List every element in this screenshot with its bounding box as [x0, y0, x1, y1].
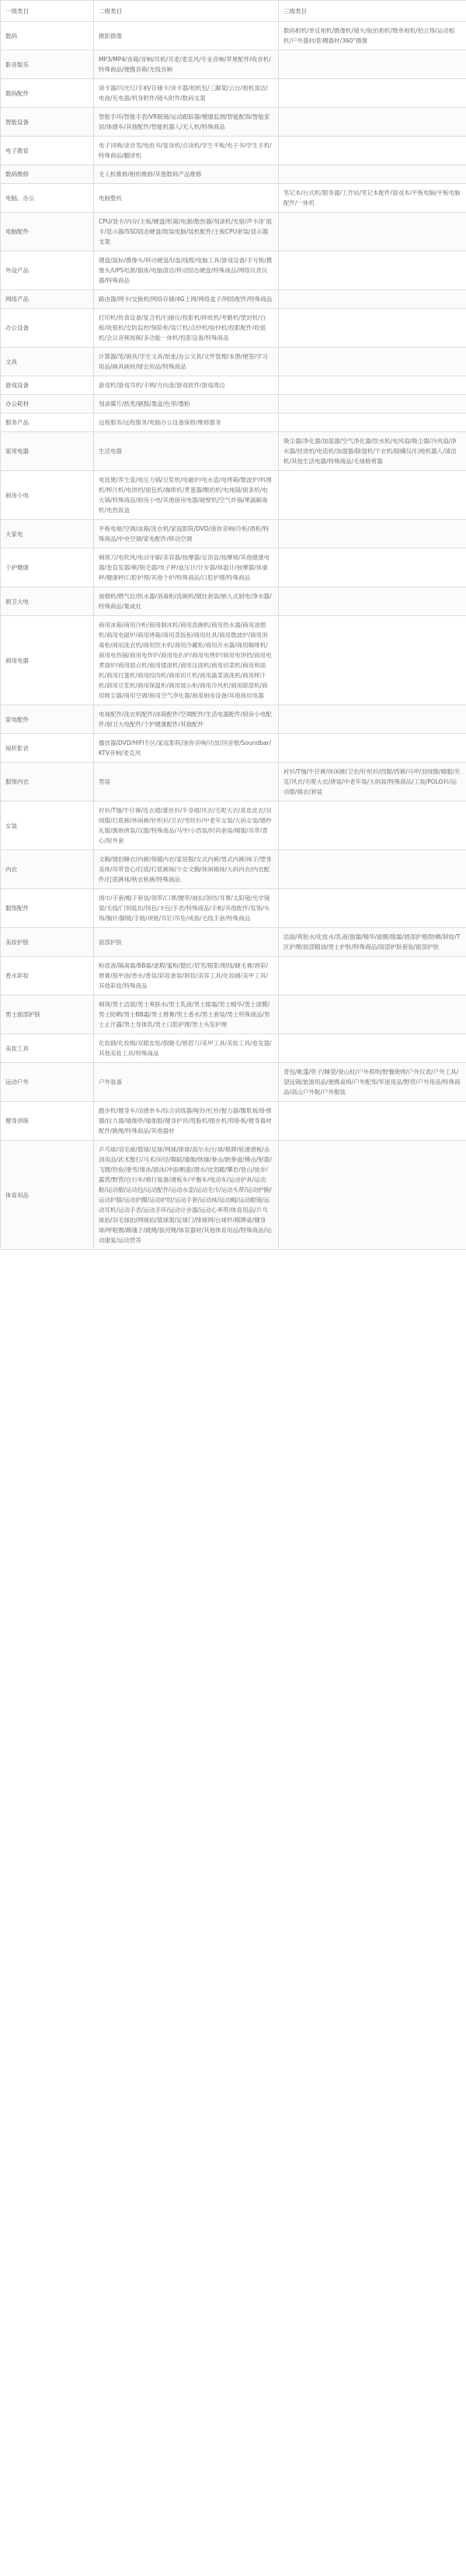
table-row: [1, 587, 466, 616]
table-row: [1, 734, 466, 763]
cell-level3: [279, 376, 466, 395]
cell-level1: 电脑、办公: [1, 184, 94, 213]
cell-level1: 服饰内衣: [1, 763, 94, 802]
cell-level2: 游戏机/游戏耳机/手柄/方向盘/游戏软件/游戏周边: [94, 376, 279, 395]
cell-level2: 电视配件/洗衣机配件/冰箱配件/空调配件/生活电器配件/厨房小电配件/厨卫大电配件/个护健康配件/其他配件: [94, 705, 279, 734]
category-table: [0, 0, 466, 1250]
table-row: [1, 184, 466, 213]
cell-level3: [279, 395, 466, 414]
cell-level1: 智能设备: [1, 108, 94, 137]
cell-level1: 网络产品: [1, 290, 94, 309]
cell-level1: 数码: [1, 22, 94, 50]
cell-level2: 生活电器: [94, 432, 279, 471]
cell-level2: 跑步机/健身车/动感单车/综合训练器/哑铃/杠铃/握力器/腹肌板/卧推器/拉力器/瑜伽垫/瑜伽服/健身护具/甩脂机/踏步机/仰卧板/健身器材配件/跳绳/特殊商品/其他器材: [94, 1102, 279, 1141]
cell-level2: 平板电视/空调/冰箱/洗衣机/家庭影院/DVD/迷你音响/冷柜/酒柜/特殊商品/中央空调/家电配件/移动空调: [94, 520, 279, 549]
cell-level2: 远程服务/远程服务/电脑办公设备保修/维修服务: [94, 414, 279, 432]
cell-level1: 女装: [1, 802, 94, 850]
cell-level2: 剃须/男士洁面/男士爽肤水/男士乳液/男士眼霜/男士精华/男士面膜/男士防晒/男士BB霜/男士唇膏/男士香水/男士套装/男士特殊商品/男士止汗露/男士身体乳/男士口腔护理/男士头发护理: [94, 995, 279, 1034]
table-row: [1, 108, 466, 137]
cell-level1: 服务产品: [1, 414, 94, 432]
cell-level2: 剃须刀/电吹风/电动牙刷/美容器/按摩器/足浴盆/按摩椅/其他健康电器/卷直发器/剃/脱毛器/电子秤/血压计/计步器/体温计/按摩器/体重秤/健康秤/口腔护理/其他个护/特殊商品/口腔护理/特殊商品: [94, 549, 279, 587]
table-row: [1, 705, 466, 734]
cell-level3: [279, 1034, 466, 1063]
cell-level1: 男士面部护肤: [1, 995, 94, 1034]
table-row: [1, 213, 466, 251]
cell-level2: 刻录碟片/纸类/硒鼓/墨盒/色带/墨粉: [94, 395, 279, 414]
cell-level3: [279, 549, 466, 587]
table-row: [1, 928, 466, 957]
cell-level2: 智能手环/智能手表/VR眼镜/运动跟踪器/健康监测/智能配饰/智能家居/体感车/其他配件/智能机器人/无人机/特殊商品: [94, 108, 279, 137]
cell-level2: 无人机维修/相机维修/其他数码产品维修: [94, 165, 279, 184]
cell-level1: 健身训练: [1, 1102, 94, 1141]
cell-level3: [279, 587, 466, 616]
cell-level2: 电脑整机: [94, 184, 279, 213]
table-row: [1, 995, 466, 1034]
cell-level2: 衬衫/T恤/牛仔裤/连衣裙/蕾丝衫/半身裙/风衣/毛呢大衣/真皮皮衣/羽绒服/打底裤/休闲裤/针织衫/卫衣/雪纺衫/中老年女装/大码女装/婚纱礼服/旗袍唐装/汉服/特殊商品/马甲/小西装/时尚套装/棉服/吊带/背心/短外套: [94, 802, 279, 850]
table-row: [1, 520, 466, 549]
table-row: [1, 850, 466, 889]
cell-level1: 办公设备: [1, 309, 94, 348]
cell-level3: [279, 889, 466, 928]
table-row: [1, 348, 466, 376]
cell-level3: [279, 50, 466, 79]
table-row: [1, 957, 466, 995]
table-row: [1, 22, 466, 50]
cell-level2: 油烟机/燃气灶/热水器/消毒柜/洗碗机/烟灶套装/嵌入式厨电/净水器/特殊商品/集成灶: [94, 587, 279, 616]
cell-level2: 播放器/DVD/HIFI专区/家庭影院/迷你音响/功放/回音壁/Soundbar/KTV音响/麦克风: [94, 734, 279, 763]
cell-level3: [279, 850, 466, 889]
cell-level1: 大家电: [1, 520, 94, 549]
table-row: [1, 137, 466, 165]
cell-level3: [279, 414, 466, 432]
cell-level3: [279, 137, 466, 165]
cell-level3: [279, 471, 466, 520]
cell-level1: 内衣: [1, 850, 94, 889]
cell-level3: [279, 995, 466, 1034]
cell-level2: 粉底液/隔离霜/BB霜/遮瑕/蜜粉/腮红/眉笔/眼影/眼线/睫毛膏/唇彩/唇膏/指甲油/香水/香氛/彩妆套装/卸妆/美容工具/化妆刷/美甲工具/其他彩妆/特殊商品: [94, 957, 279, 995]
cell-level2: 化妆刷/化妆棉/双眼皮贴/假睫毛/修眉刀/美甲工具/美妆工具/卷发器/其他美妆工具/特殊商品: [94, 1034, 279, 1063]
cell-level3: [279, 1141, 466, 1250]
cell-level2: 商用冰箱/商用冷柜/商用制冰机/商用洗碗机/商用热水器/商用油烟机/商用电磁炉/商用烤箱/商用蒸饭柜/商用灶具/商用微波炉/商用消毒柜/商用洗衣机/商用饮水机/商用冷藏柜/商用开水器/商用咖啡机/商用电热锅/商用电炸炉/商用电扒炉/商用电烤炉/商用电饼铛/商用电煮面炉/商用面点机/商用揉面机/商用压面机/商用切菜机/商用和面机/商用打蛋机/商用绞肉机/商用切片机/商用蔬菜清洗机/商用榨汁机/商用豆浆机/商用保温柜/商用展示柜/商用冷风机/商用除湿机/商用吸尘器/商用空调/商用空气净化器/商用厨房设备/其他商用电器: [94, 616, 279, 705]
cell-level2: 电子词典/录音笔/电纸书/复读机/点读机/学生平板/电子书/学生手机/特殊商品/翻译机: [94, 137, 279, 165]
table-row: [1, 616, 466, 705]
cell-level3: [279, 520, 466, 549]
cell-level1: 家用电器: [1, 432, 94, 471]
table-row: [1, 50, 466, 79]
table-row: [1, 1034, 466, 1063]
table-row: [1, 79, 466, 108]
cell-level3: 笔记本/台式机/服务器/工作站/笔记本配件/游戏本/平板电脑/平板电脑配件/一体机: [279, 184, 466, 213]
table-row: [1, 1063, 466, 1102]
cell-level1: 影音娱乐: [1, 50, 94, 79]
cell-level2: 户外装备: [94, 1063, 279, 1102]
table-row: [1, 376, 466, 395]
cell-level3: [279, 251, 466, 290]
cell-level1: 视听影音: [1, 734, 94, 763]
cell-level3: [279, 957, 466, 995]
cell-level1: 体育用品: [1, 1141, 94, 1250]
cell-level3: [279, 290, 466, 309]
cell-level1: 数码维修: [1, 165, 94, 184]
cell-level2: 摄影摄像: [94, 22, 279, 50]
cell-level2: 电饭煲/养生壶/电压力锅/豆浆机/电磁炉/电水壶/电烤箱/微波炉/料理机/榨汁机/电饼铛/面包机/咖啡机/煮蛋器/酸奶机/电炖锅/面条机/电火锅/特殊商品/厨房小电/其他厨房电器/破壁机/空气炸锅/果蔬解毒机/电热饭盒: [94, 471, 279, 520]
cell-level2: 面部护肤: [94, 928, 279, 957]
cell-level3: [279, 108, 466, 137]
table-row: [1, 290, 466, 309]
cell-level2: 围巾/手套/帽子套装/领带/口罩/腰带/袖扣/领结/耳罩/太阳镜/光学镜架/毛线/门钥匙扣/钱包/卡包/手表/特殊商品/手帕/其他配件/发饰/头饰/胸针/脚链/手链/项链/耳钉/吊坠/戒指/毛线手套/特殊商品: [94, 889, 279, 928]
table-row: [1, 1102, 466, 1141]
cell-level1: 美妆护肤: [1, 928, 94, 957]
cell-level2: MP3/MP4/音箱/音响/耳机/耳麦/麦克风/专业音响/苹果配件/收音机/特殊商品/便携音箱/无线音响: [94, 50, 279, 79]
table-row: [1, 414, 466, 432]
cell-level2: 路由器/网卡/交换机/网络存储/4G上网/网络盒子/网络配件/特殊商品: [94, 290, 279, 309]
table-row: [1, 802, 466, 850]
cell-level3: [279, 79, 466, 108]
table-row: [1, 165, 466, 184]
cell-level1: 香水彩妆: [1, 957, 94, 995]
cell-level2: 文胸/情侣睡衣/内裤/保暖内衣/家居服/女式内裤/男式内裤/袜子/塑身美体/吊带背心/打底/打底裤袜/少女文胸/休闲棉袜/大码内衣/内衣配件/打底裤袜/秋衣秋裤/特殊商品: [94, 850, 279, 889]
table-row: [1, 432, 466, 471]
cell-level1: 运动户外: [1, 1063, 94, 1102]
header-row: [1, 1, 466, 22]
cell-level2: 乒乓球/羽毛球/篮球/足球/网球/排球/高尔夫/台球/棋牌/轮滑滑板/击剑用品/武术散打/马术/田径/舞蹈/瑜伽/体操/拳击/跆拳道/搏击/射箭/飞镖/钓鱼/滑雪/滑冰/游泳/冲浪/帆船/潜水/皮划艇/攀岩/登山/徒步/露营/野营/自行车/骑行装备/滑板车/平衡车/电动车/运动护具/运动鞋/运动服/运动包/运动配件/运动水壶/运动毛巾/运动头带/运动护腕/运动护膝/运动护踝/运动护肘/运动手套/运动袜/运动帽/运动眼镜/运动耳机/运动手表/运动手环/运动计步器/运动心率带/体育用品/乒乓球拍/羽毛球拍/网球拍/篮球架/足球门/排球网/台球杆/棋牌桌/健身球/呼啦圈/踢毽子/跳绳/拔河绳/体育器材/其他体育用品/特殊商品/运动康复/运动营养: [94, 1141, 279, 1250]
cell-level3: [279, 348, 466, 376]
cell-level3: 衬衫/T恤/牛仔裤/休闲裤/卫衣/针织衫/西服/西裤/马甲/羽绒服/棉服/夹克/风衣/毛呢大衣/唐装/中老年装/大码装/特殊商品/工装/POLO衫/运动服/棉衣/套装: [279, 763, 466, 802]
cell-level2: 计算器/笔/画具/学生文具/纸张/办公文具/文件管理/本册/便签/学习用品/画具画材/财会用品/特殊商品: [94, 348, 279, 376]
cell-level3: [279, 165, 466, 184]
cell-level1: 电子教育: [1, 137, 94, 165]
table-row: [1, 395, 466, 414]
cell-level2: 男装: [94, 763, 279, 802]
cell-level1: 家电配件: [1, 705, 94, 734]
cell-level1: 游戏设备: [1, 376, 94, 395]
cell-level3: [279, 802, 466, 850]
cell-level2: CPU/显卡/内存/主板/硬盘/机箱/电源/散热器/刻录机/光驱/声卡/扩展卡/显示器/SSD固态硬盘/组装电脑/装机配件/主板CPU套装/显示器支架: [94, 213, 279, 251]
cell-level3: 数码相机/单反相机/摄像机/镜头/航拍相机/微单相机/拍立得/运动相机/户外器材/影棚器材/360°摄像: [279, 22, 466, 50]
cell-level1: 数码配件: [1, 79, 94, 108]
table-row: [1, 889, 466, 928]
cell-level1: 服饰配件: [1, 889, 94, 928]
cell-level3: [279, 616, 466, 705]
cell-level1: 文具: [1, 348, 94, 376]
cell-level2: 键盘/鼠标/摄像头/移动硬盘/U盘/线缆/电脑工具/游戏设备/手写板/摄像头/UPS电源/插座/电脑清洁/移动固态硬盘/特殊商品/网络仪表仪器/特殊商品: [94, 251, 279, 290]
table-row: [1, 251, 466, 290]
cell-level1: 办公耗材: [1, 395, 94, 414]
table-row: [1, 471, 466, 520]
table-row: [1, 309, 466, 348]
cell-level1: 厨房小电: [1, 471, 94, 520]
cell-level3: [279, 705, 466, 734]
table-row: [1, 549, 466, 587]
table-row: [1, 763, 466, 802]
cell-level1: 外设产品: [1, 251, 94, 290]
cell-level3: [279, 213, 466, 251]
cell-level1: 个护健康: [1, 549, 94, 587]
cell-level3: 洁面/爽肤水/化妆水/乳液/面霜/精华/面膜/眼霜/唇部护理/防晒/卸妆/T区护理/面部精油/男士护肤/特殊商品/面部护肤套装/面部护肤: [279, 928, 466, 957]
cell-level3: 吸尘器/净化器/加湿器/空气净化器/饮水机/电风扇/吸尘器/冷风扇/净水器/挂烫机/电话机/加湿器/除湿机/干衣机/除螨仪/扫地机器人/清洁机/其他生活电器/特殊商品/毛球修剪器: [279, 432, 466, 471]
cell-level2: 打印机/传真设备/复合机/扫描仪/投影机/碎纸机/考勤机/塑封机/白板/收银机/安防监控/保险柜/装订机/点钞机/验钞机/投影配件/收银机/会议音频视频/多功能一体机/投影设备/特殊商品: [94, 309, 279, 348]
cell-level3: [279, 309, 466, 348]
cell-level3: [279, 1102, 466, 1141]
cell-level1: 美妆工具: [1, 1034, 94, 1063]
cell-level2: 读卡器/闪光灯/手柄/存储卡/读卡器/相机包/三脚架/云台/相机清洁/电池/充电器/机身附件/镜头附件/数码支架: [94, 79, 279, 108]
header-level2: 二级类目: [94, 1, 279, 22]
table-row: [1, 1141, 466, 1250]
cell-level1: 电脑配件: [1, 213, 94, 251]
cell-level1: 商用电器: [1, 616, 94, 705]
header-level1: 一级类目: [1, 1, 94, 22]
header-level3: 三级类目: [279, 1, 466, 22]
cell-level3: [279, 734, 466, 763]
cell-level3: 背包/帐篷/垫子/睡袋/登山杖/户外照明/野餐烧烤/户外仪表/户外工具/望远镜/旅游用品/便携桌椅/户外配饰/军迷用品/野营/户外用品/特殊商品/高山户外鞋/户外服装: [279, 1063, 466, 1102]
cell-level1: 厨卫大电: [1, 587, 94, 616]
